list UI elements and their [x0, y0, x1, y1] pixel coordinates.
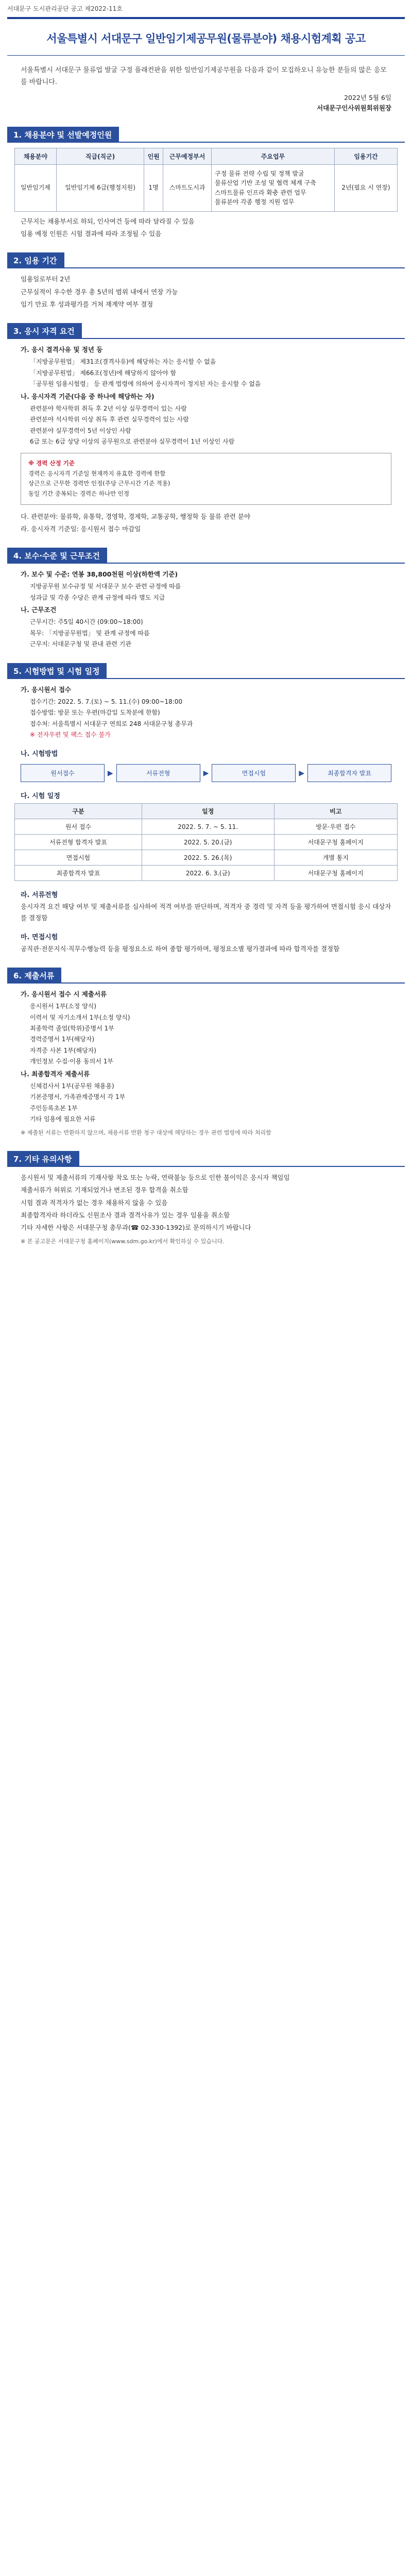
table-row	[15, 866, 398, 881]
table-header: 인원	[144, 148, 163, 164]
cell-count: 1명	[144, 164, 163, 211]
recruit-table	[14, 148, 398, 212]
section-header-2	[7, 252, 405, 268]
table-header: 직급(직군)	[56, 148, 144, 164]
table-cell: 서대문구청 홈페이지	[274, 866, 397, 881]
table-cell: 최종합격자 발표	[15, 866, 142, 881]
list-item: 접수처: 서울특별시 서대문구 연희로 248 서대문구청 총무과	[30, 720, 193, 727]
table-row	[15, 850, 398, 866]
list-item: 신체검사서 1부(공무원 채용용)	[30, 1082, 114, 1090]
cell-dept: 스마트도시과	[163, 164, 212, 211]
list-item: 개인정보 수집·이용 동의서 1부	[30, 1058, 113, 1065]
step-box: 면접시험	[212, 764, 296, 782]
section-header-1	[7, 127, 405, 143]
table-row	[15, 835, 398, 850]
page-title: 서울특별시 서대문구 일반임기제공무원(물류분야) 채용시험계획 공고	[46, 32, 366, 45]
table-header: 채용분야	[15, 148, 57, 164]
list-item: 6급 또는 6급 상당 이상의 공무원으로 관련분야 실무경력이 1년 이상인 사람	[30, 437, 235, 445]
section-1-notes	[21, 216, 391, 240]
list-item: 다. 관련분야: 물류학, 유통학, 경영학, 경제학, 교통공학, 행정학 등 물류 관련 분야	[21, 512, 251, 520]
note-item: 상근으로 근무한 경력만 인정(주당 근무시간 기준 적용)	[28, 480, 170, 487]
table-cell: 2022. 5. 20.(금)	[142, 835, 274, 850]
footer-note: ※ 본 공고문은 서대문구청 홈페이지(www.sdm.go.kr)에서 확인하실 수 있습니다.	[21, 1238, 225, 1245]
table-header: 근무예정부서	[163, 148, 212, 164]
note-item: 동일 기간 중복되는 경력은 하나만 인정	[28, 490, 130, 497]
subheading: 가. 응시원서 접수	[21, 685, 71, 693]
list-item: 응시원서 1부(소정 양식)	[30, 1003, 96, 1010]
section-rule	[64, 252, 405, 268]
list-item: 「지방공무원법」 제66조(정년)에 해당하지 않아야 함	[30, 369, 177, 377]
list-item: 접수기간: 2022. 5. 7.(토) ~ 5. 11.(수) 09:00~18:00	[30, 698, 183, 705]
intro-text: 서울특별시 서대문구 물류업 발굴 구정 플래컨판을 위한 일반임기제공무원을 다음과 같이 모집하오니 유능한 분들의 많은 응모를 바랍니다.	[21, 66, 387, 86]
subheading: 라. 서류전형	[21, 891, 58, 900]
date-sign	[0, 93, 391, 113]
table-header: 구분	[15, 804, 142, 819]
table-row	[15, 164, 398, 211]
list-item: 제출서류가 허위로 기재되었거나 변조된 경우 합격을 취소함	[21, 1186, 188, 1194]
section-title: 1. 채용분야 및 선발예정인원	[7, 127, 119, 143]
list-item: 임용일로부터 2년	[21, 275, 71, 283]
career-note-box	[21, 453, 391, 504]
table-cell: 서류전형 합격자 발표	[15, 835, 142, 850]
subheading: 나. 최종합격자 제출서류	[21, 1070, 90, 1078]
subheading: 나. 응시자격 기준(다음 중 하나에 해당하는 자)	[21, 392, 154, 400]
list-item: 관련분야 실무경력이 5년 이상인 사람	[30, 427, 131, 434]
section-header-7	[7, 1151, 405, 1167]
table-cell: 2022. 5. 7. ~ 5. 11.	[142, 819, 274, 835]
subheading: 가. 응시 결격사유 및 정년 등	[21, 346, 103, 354]
list-item: 자격증 사본 1부(해당자)	[30, 1046, 96, 1054]
cell-term: 2년(필요 시 연장)	[334, 164, 397, 211]
section-6-note: ※ 제출된 서류는 반환하지 않으며, 채용서류 반환 청구 대상에 해당하는 경우 관련 법령에 따라 처리함	[21, 1129, 271, 1137]
section-2-items	[21, 274, 391, 310]
list-item: 접수방법: 방문 또는 우편(마감일 도착분에 한함)	[30, 709, 160, 717]
section-7-items	[21, 1172, 391, 1233]
table-cell: 2022. 5. 26.(목)	[142, 850, 274, 866]
section-title: 5. 시험방법 및 시험 일정	[7, 663, 107, 679]
section-rule	[61, 968, 405, 984]
list-item: 기본증명서, 가족관계증명서 각 1부	[30, 1093, 126, 1101]
task-item: 물류산업 기반 조성 및 협력 체계 구축	[215, 179, 316, 187]
table-header-row	[15, 804, 398, 819]
section-title: 7. 기타 유의사항	[7, 1151, 79, 1167]
list-item: 지방공무원 보수규정 및 서대문구 보수 관련 규정에 따름	[30, 583, 181, 590]
arrow-right-icon: ▶	[107, 769, 113, 777]
step-box: 서류전형	[116, 764, 200, 782]
section-title: 4. 보수·수준 및 근무조건	[7, 548, 107, 564]
list-item: 근무지: 서대문구청 및 관내 관련 기관	[30, 640, 131, 648]
section-rule	[119, 127, 405, 143]
list-item: 성과급 및 각종 수당은 관계 규정에 따라 별도 지급	[30, 594, 165, 601]
task-item: 구정 물류 전략 수립 및 정책 발굴	[215, 170, 304, 177]
cell-tasks	[212, 164, 335, 211]
exam-steps	[21, 764, 391, 782]
arrow-right-icon: ▶	[203, 769, 209, 777]
table-cell: 원서 접수	[15, 819, 142, 835]
section-4-body	[21, 569, 391, 649]
list-item: 최종합격자라 하더라도 신원조사 결과 결격사유가 있는 경우 임용을 취소함	[21, 1211, 230, 1219]
subheading: 다. 시험 일정	[21, 792, 60, 801]
section-5-application	[21, 684, 391, 740]
section-title: 2. 임용 기간	[7, 252, 64, 268]
list-item: 기타 임용에 필요한 서류	[30, 1115, 96, 1123]
list-item: 관련분야 석사학위 이상 취득 후 관련 실무경력이 있는 사람	[30, 416, 189, 423]
list-item: 이력서 및 자기소개서 1부(소정 양식)	[30, 1013, 130, 1021]
table-header: 임용기간	[334, 148, 397, 164]
list-item: 관련분야 학사학위 취득 후 2년 이상 실무경력이 있는 사람	[30, 404, 187, 412]
table-cell: 2022. 6. 3.(금)	[142, 866, 274, 881]
task-item: 물류분야 각종 행정 지원 업무	[215, 198, 295, 206]
section-title: 6. 제출서류	[7, 968, 61, 984]
list-item: 근무시간: 주5일 40시간 (09:00~18:00)	[30, 618, 143, 626]
list-item: 근무실적이 우수한 경우 총 5년의 범위 내에서 연장 가능	[21, 287, 178, 296]
list-item: 기타 자세한 사항은 서대문구청 총무과(☎ 02-330-1392)로 문의하시기 바랍니다	[21, 1224, 251, 1232]
section-header-3	[7, 323, 405, 339]
note-item: 임용 예정 인원은 시험 결과에 따라 조정될 수 있음	[21, 230, 162, 238]
subheading: 가. 보수 및 수준: 연봉 38,800천원 이상(하한액 기준)	[21, 570, 178, 579]
section-header-5	[7, 663, 405, 679]
section-3-body	[21, 344, 391, 447]
section-rule	[107, 663, 405, 679]
task-item: 스마트물류 인프라 확충 관련 업무	[215, 189, 306, 196]
section-rule	[107, 548, 405, 564]
note-item: 경력은 응시자격 기준일 현재까지 유효한 경력에 한함	[28, 469, 166, 477]
step-box: 최종합격자 발표	[307, 764, 391, 782]
cell-grade: 일반임기제 6급(행정지원)	[56, 164, 144, 211]
list-item: 라. 응시자격 기준일: 응시원서 접수 마감일	[21, 524, 141, 533]
list-item: 최종학력 졸업(학위)증명서 1부	[30, 1025, 114, 1032]
table-header: 비고	[274, 804, 397, 819]
note-item: 근무지는 채용부서로 하되, 인사여건 등에 따라 달라질 수 있음	[21, 217, 195, 225]
subheading: 나. 시험방법	[21, 750, 58, 758]
note-title: ※ 경력 산정 기준	[28, 460, 75, 467]
table-cell: 방문·우편 접수	[274, 819, 397, 835]
list-item: 「공무원 임용시험령」 등 관계 법령에 의하여 응시자격이 정지된 자는 응시할 수 없음	[30, 380, 261, 388]
list-item: 경력증명서 1부(해당자)	[30, 1036, 95, 1043]
paragraph: 응시자격 요건 해당 여부 및 제출서류를 심사하여 적격 여부를 판단하며, 적격자 중 경력 및 자격 등을 평가하여 면접시험 응시 대상자를 결정함	[21, 903, 391, 922]
step-box: 원서접수	[21, 764, 105, 782]
arrow-right-icon: ▶	[299, 769, 305, 777]
list-item: 「지방공무원법」 제31조(결격사유)에 해당하는 자는 응시할 수 없음	[30, 358, 216, 366]
table-cell: 개별 통지	[274, 850, 397, 866]
section-3-tail	[21, 511, 391, 535]
table-header-row	[15, 148, 398, 164]
table-cell: 서대문구청 홈페이지	[274, 835, 397, 850]
bottom-spacer	[0, 1250, 412, 1271]
section-rule	[82, 323, 405, 339]
title-box	[7, 19, 405, 56]
list-item: 임기 만료 후 성과평가를 거쳐 재계약 여부 결정	[21, 300, 153, 308]
issuer: 서대문구인사위원회위원장	[317, 104, 391, 112]
cell-field: 일반임기제	[15, 164, 57, 211]
section-rule	[79, 1151, 405, 1167]
table-row	[15, 819, 398, 835]
notice-date: 2022년 5월 6일	[344, 93, 391, 101]
section-title: 3. 응시 자격 요건	[7, 323, 82, 339]
table-header: 주요업무	[212, 148, 335, 164]
table-cell: 면접시험	[15, 850, 142, 866]
list-item: 시험 결과 적격자가 없는 경우 채용하지 않을 수 있음	[21, 1198, 168, 1207]
subheading: 마. 면접시험	[21, 933, 58, 941]
section-6-body	[21, 989, 391, 1124]
list-item: 주민등록초본 1부	[30, 1104, 78, 1112]
paragraph: 공직관·전문지식·직무수행능력 등을 평정요소로 하여 종합 평가하며, 평정요소별 평가결과에 따라 합격자를 결정함	[21, 944, 340, 953]
section-header-6	[7, 968, 405, 984]
list-item: ※ 전자우편 및 팩스 접수 불가	[30, 731, 111, 738]
subheading: 나. 근무조건	[21, 606, 57, 614]
notice-number: 서대문구 도시관리공단 공고 제2022-11호	[7, 5, 123, 12]
schedule-table	[14, 803, 398, 881]
list-item: 복무: 「지방공무원법」 및 관계 규정에 따름	[30, 629, 150, 637]
section-header-4	[7, 548, 405, 564]
table-header: 일정	[142, 804, 274, 819]
list-item: 응시원서 및 제출서류의 기재사항 착오 또는 누락, 연락불능 등으로 인한 불이익은 응시자 책임임	[21, 1174, 290, 1182]
subheading: 가. 응시원서 접수 시 제출서류	[21, 990, 107, 998]
